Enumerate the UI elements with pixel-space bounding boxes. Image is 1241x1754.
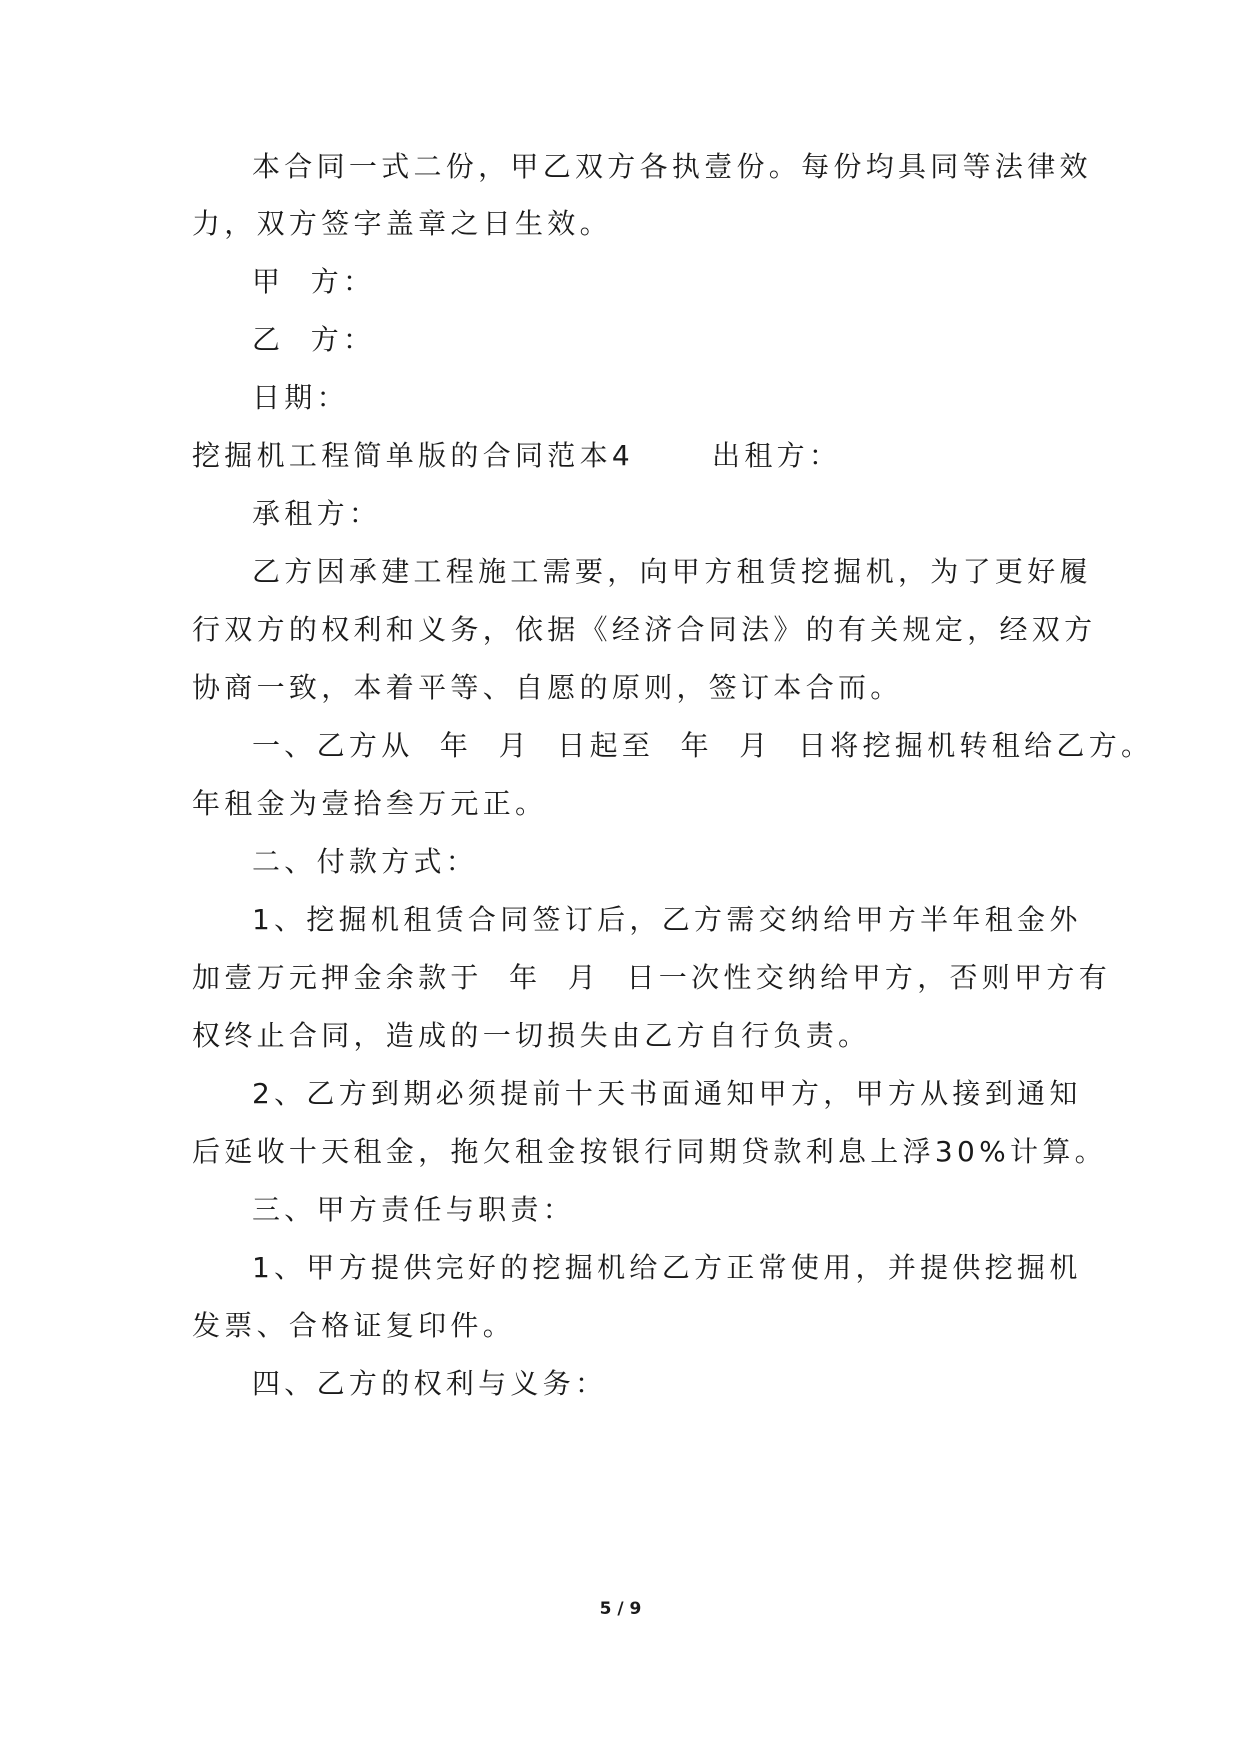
signature-party-a: 甲 方： <box>252 265 376 298</box>
paragraph-line: 本合同一式二份，甲乙双方各执壹份。每份均具同等法律效 <box>252 150 1092 183</box>
paragraph-line: 协商一致，本着平等、自愿的原则，签订本合而。 <box>192 671 903 704</box>
paragraph-line: 1、甲方提供完好的挖掘机给乙方正常使用，并提供挖掘机 <box>252 1251 1082 1284</box>
paragraph-line: 权终止合同，造成的一切损失由乙方自行负责。 <box>192 1019 871 1052</box>
paragraph-line: 2、乙方到期必须提前十天书面通知甲方，甲方从接到通知 <box>252 1077 1082 1110</box>
paragraph-line: 加壹万元押金余款于 年 月 日一次性交纳给甲方，否则甲方有 <box>192 961 1112 994</box>
page-number: 5 / 9 <box>599 1599 642 1619</box>
paragraph-line: 力，双方签字盖章之日生效。 <box>192 207 612 240</box>
section-title: 挖掘机工程简单版的合同范本4 <box>192 439 635 472</box>
paragraph-line: 后延收十天租金，拖欠租金按银行同期贷款利息上浮30%计算。 <box>192 1135 1107 1168</box>
paragraph-line: 1、挖掘机租赁合同签订后，乙方需交纳给甲方半年租金外 <box>252 903 1082 936</box>
signature-date: 日期： <box>252 381 349 414</box>
clause-1-line: 一、乙方从 年 月 日起至 年 月 日将挖掘机转租给乙方。 <box>252 729 1154 762</box>
lessee-label: 承租方： <box>252 497 382 530</box>
paragraph-line: 年租金为壹拾叁万元正。 <box>192 787 548 820</box>
signature-party-b: 乙 方： <box>252 323 376 356</box>
paragraph-line: 发票、合格证复印件。 <box>192 1309 516 1342</box>
paragraph-line: 行双方的权利和义务，依据《经济合同法》的有关规定，经双方 <box>192 613 1097 646</box>
paragraph-line: 乙方因承建工程施工需要，向甲方租赁挖掘机，为了更好履 <box>252 555 1092 588</box>
lessor-label: 出租方： <box>712 439 842 472</box>
clause-3-heading: 三、甲方责任与职责： <box>252 1193 576 1226</box>
clause-2-heading: 二、付款方式： <box>252 845 479 878</box>
section-heading-line <box>0 436 1241 476</box>
clause-4-heading: 四、乙方的权利与义务： <box>252 1367 608 1400</box>
